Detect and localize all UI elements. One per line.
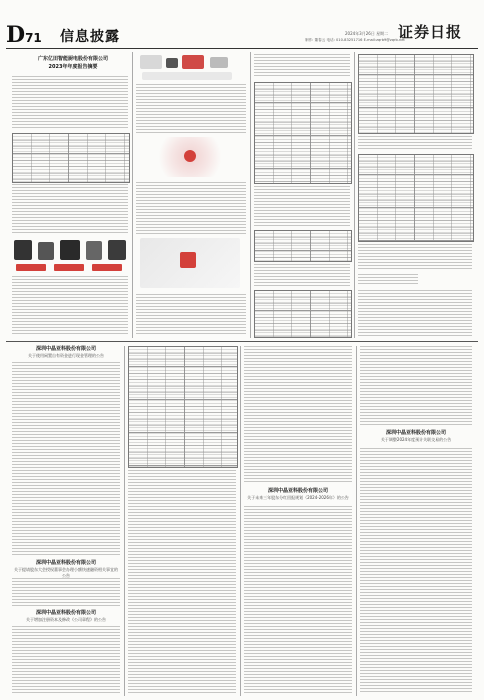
contact-line: 制作: 董春云 电话: 010-83251716 E-mail:zqrb9@zqrb.net — [305, 38, 405, 42]
notice-title: 关于未来三年股东分红回报规划（2024-2026年）的公告 — [247, 495, 349, 500]
text-block — [12, 76, 128, 130]
text-block — [360, 346, 472, 426]
data-table — [128, 346, 238, 468]
text-block — [12, 276, 128, 336]
notice-title: 关于使用闲置自有资金进行现金管理的公告 — [28, 353, 104, 358]
notice-company: 深圳中晶亚科股份有限公司 — [35, 560, 96, 566]
text-block — [358, 244, 472, 270]
notice-company: 深圳中晶亚科股份有限公司 — [267, 488, 328, 494]
column-divider — [240, 346, 241, 696]
text-block — [254, 186, 350, 226]
company-title: 广东亿田智能厨电股份有限公司 — [37, 56, 108, 62]
text-block — [358, 136, 472, 150]
text-block — [128, 470, 236, 694]
text-block — [244, 346, 352, 484]
page-number: D71 — [6, 22, 42, 48]
column-divider — [132, 52, 133, 338]
cloud-image — [182, 55, 204, 69]
column-divider — [356, 346, 357, 696]
text-block — [136, 294, 246, 336]
notice-title: 关于增加注册资本及修改《公司章程》的公告 — [26, 617, 106, 622]
device-image — [166, 58, 178, 68]
data-table — [12, 133, 130, 183]
header-rule — [6, 48, 478, 49]
text-block — [244, 506, 352, 694]
product-image — [38, 242, 54, 260]
product-label — [54, 264, 84, 271]
product-label — [92, 264, 122, 271]
product-label — [16, 264, 46, 271]
notice-title: 关于调整2024年度预计关联交易的公告 — [380, 437, 452, 442]
house-icon — [180, 252, 196, 268]
data-table — [254, 230, 352, 262]
text-block — [360, 448, 472, 694]
product-image — [108, 240, 126, 260]
product-image — [60, 240, 80, 260]
notice-company: 深圳中晶亚科股份有限公司 — [35, 610, 96, 616]
report-title: 2023年年度报告摘要 — [48, 64, 98, 70]
text-block — [12, 362, 120, 556]
notice-company: 深圳中晶亚科股份有限公司 — [385, 430, 446, 436]
notice-company: 深圳中晶亚科股份有限公司 — [35, 346, 96, 352]
data-table — [254, 290, 352, 338]
product-image — [14, 240, 32, 260]
notice-title: 关于提请股东大会授权董事会办理小额快速融资相关事宜的公告 — [14, 567, 118, 578]
text-block — [254, 264, 350, 286]
image-caption — [142, 72, 232, 80]
section-rule — [6, 341, 478, 342]
text-block — [12, 578, 120, 606]
product-image — [86, 241, 102, 260]
column-divider — [354, 52, 355, 338]
center-icon — [184, 150, 196, 162]
text-block — [254, 54, 350, 78]
text-block — [12, 184, 128, 234]
text-block — [358, 290, 472, 336]
data-table — [358, 54, 474, 134]
text-block — [136, 182, 246, 234]
column-divider — [124, 346, 125, 696]
column-divider — [250, 52, 251, 338]
masthead-logo: 证券日报 — [398, 23, 463, 41]
text-block — [358, 274, 418, 286]
date-line: 2024年3月26日 星期二 — [345, 31, 389, 36]
device-image — [140, 55, 162, 69]
section-title: 信息披露 — [60, 29, 120, 45]
data-table — [254, 82, 352, 184]
data-table — [358, 154, 474, 242]
text-block — [12, 626, 120, 694]
device-image — [210, 57, 228, 68]
text-block — [136, 84, 246, 134]
